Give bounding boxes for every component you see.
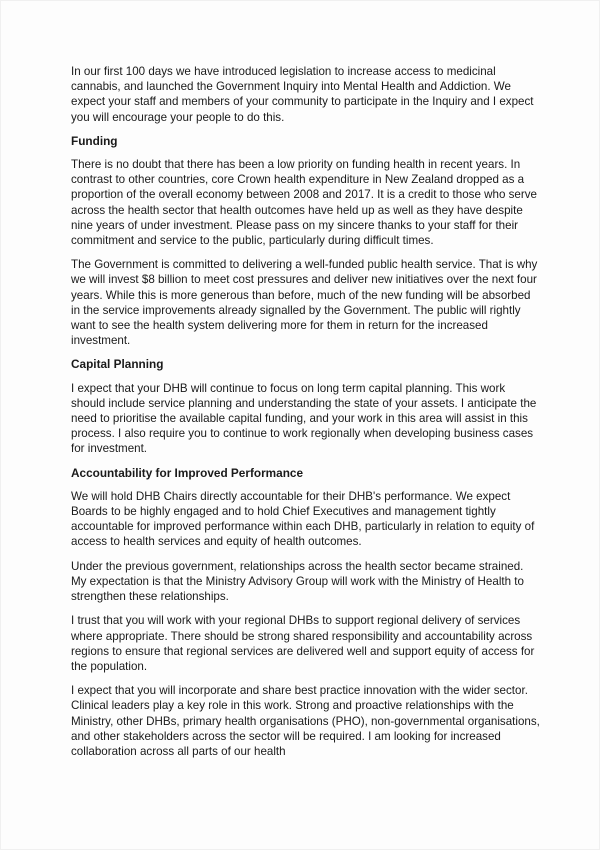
heading-funding: Funding [71,133,118,148]
accountability-paragraph-1: We will hold DHB Chairs directly accountable for their DHB's performance. We expect Boards to be highly engaged and to hold Chief Executives and management tightly accountable for improved performance within each DHB, particularly in relation to equity of access to health services and equity of health outcomes. [71,489,535,549]
funding-paragraph-1: There is no doubt that there has been a low priority on funding health in recent years. In contrast to other countries, core Crown health expenditure in New Zealand dropped as a proportion of the overall economy between 2008 and 2017. It is a credit to those who serve across the health sector that health outcomes have held up as well as they have despite nine years of under investment. Please pass on my sincere thanks to your staff for their commitment and service to the public, particularly during difficult times. [71,158,537,248]
accountability-paragraph-2: Under the previous government, relationships across the health sector became strained. My expectation is that the Ministry Advisory Group will work with the Ministry of Health to strengthen these relationships. [71,559,524,604]
heading-capital-planning: Capital Planning [71,357,164,372]
accountability-paragraph-3: I trust that you will work with your regional DHBs to support regional delivery of services where appropriate. There should be strong shared responsibility and accountability across regions to ensure that regional services are delivered well and support equity of access for the population. [71,614,535,673]
capital-planning-paragraph: I expect that your DHB will continue to focus on long term capital planning. This work should include service planning and understanding the state of your assets. I anticipate the need to prioritise the available capital funding, and your work in this area will assist in this process. I also require you to continue to work regionally when developing business cases for investment. [71,381,537,456]
intro-paragraph: In our first 100 days we have introduced legislation to increase access to medicinal cannabis, and launched the Government Inquiry into Mental Health and Addiction. We expect your staff and members of your community to participate in the Inquiry and I expect you will encourage your people to do this. [71,65,534,124]
accountability-paragraph-4: I expect that you will incorporate and share best practice innovation with the wider sector. Clinical leaders play a key role in this work. Strong and proactive relationships with the Ministry, other DHBs, primary health organisations (PHO), non-governmental organisations, and other stakeholders across the sector will be required. I am looking for increased collaboration across all parts of our health [71,684,540,758]
funding-paragraph-2: The Government is committed to delivering a well-funded public health service. That is why we will invest $8 billion to meet cost pressures and deliver new initiatives over the next four years. While this is more generous than before, much of the new funding will be absorbed in the service improvements already signalled by the Government. The public will rightly want to see the health system delivering more for them in return for the increased investment. [71,258,538,348]
heading-accountability: Accountability for Improved Performance [71,465,304,480]
